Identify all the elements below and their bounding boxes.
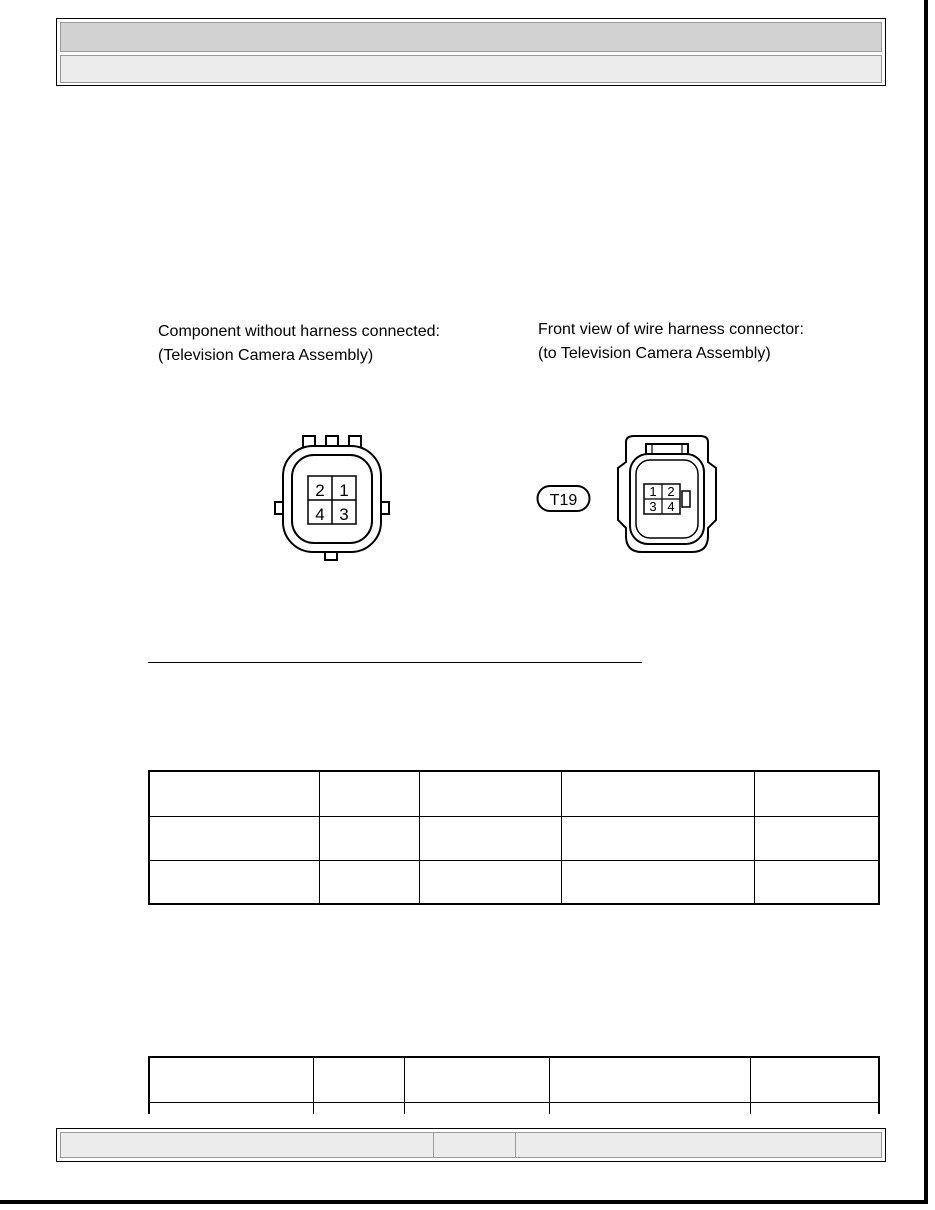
right-caption-line2: (to Television Camera Assembly) [538, 345, 771, 362]
table-row [149, 1102, 879, 1114]
table-cell [550, 1057, 751, 1102]
left-figure-caption [158, 320, 440, 368]
page-header [56, 18, 886, 86]
footer-left-cell [61, 1133, 433, 1157]
table-cell [149, 816, 320, 860]
section-rule [148, 662, 642, 663]
table-cell [420, 771, 562, 816]
header-subtitle-bar [60, 55, 882, 83]
table-cell [755, 771, 880, 816]
footer-page-cell [433, 1133, 515, 1157]
table-cell [320, 860, 420, 904]
table-cell [320, 816, 420, 860]
table-cell [751, 1102, 880, 1114]
table-cell [562, 816, 755, 860]
table-cell [755, 860, 880, 904]
second-resistance-table [148, 1056, 880, 1114]
table-cell [149, 860, 320, 904]
right-caption-line1: Front view of wire harness connector: [538, 321, 804, 338]
pin-label: 1 [339, 481, 349, 500]
pin-label: 3 [339, 505, 349, 524]
table-cell [314, 1057, 405, 1102]
pin-label: 4 [667, 499, 675, 514]
connector-code-badge [536, 484, 592, 514]
table-cell [320, 771, 420, 816]
resistance-table [148, 770, 880, 905]
table-cell [755, 816, 880, 860]
left-caption-line2: (Television Camera Assembly) [158, 347, 374, 364]
table-cell [420, 816, 562, 860]
table-cell [149, 1057, 314, 1102]
table-cell [751, 1057, 880, 1102]
table-cell [314, 1102, 405, 1114]
header-title-bar [60, 22, 882, 52]
table-cell [149, 1102, 314, 1114]
harness-connector-diagram [612, 432, 722, 558]
footer-right-cell [515, 1133, 881, 1157]
component-connector-diagram [265, 428, 400, 568]
table-row [149, 816, 879, 860]
table-cell [562, 860, 755, 904]
table-cell [420, 860, 562, 904]
table-row [149, 1057, 879, 1102]
table-cell [405, 1102, 550, 1114]
table-cell [405, 1057, 550, 1102]
pin-label: 2 [667, 484, 675, 499]
footer-bar [60, 1132, 882, 1158]
right-figure-caption [538, 318, 804, 366]
pin-label: 2 [315, 481, 325, 500]
table-row [149, 771, 879, 816]
table-cell [562, 771, 755, 816]
page-footer [56, 1128, 886, 1162]
table-cell [550, 1102, 751, 1114]
pin-label: 4 [315, 505, 325, 524]
table-cell [149, 771, 320, 816]
pin-label: 1 [649, 484, 657, 499]
left-caption-line1: Component without harness connected: [158, 323, 440, 340]
table-row [149, 860, 879, 904]
connector-code-label: T19 [549, 492, 578, 509]
pin-label: 3 [649, 499, 657, 514]
second-table-clip [148, 1056, 882, 1114]
